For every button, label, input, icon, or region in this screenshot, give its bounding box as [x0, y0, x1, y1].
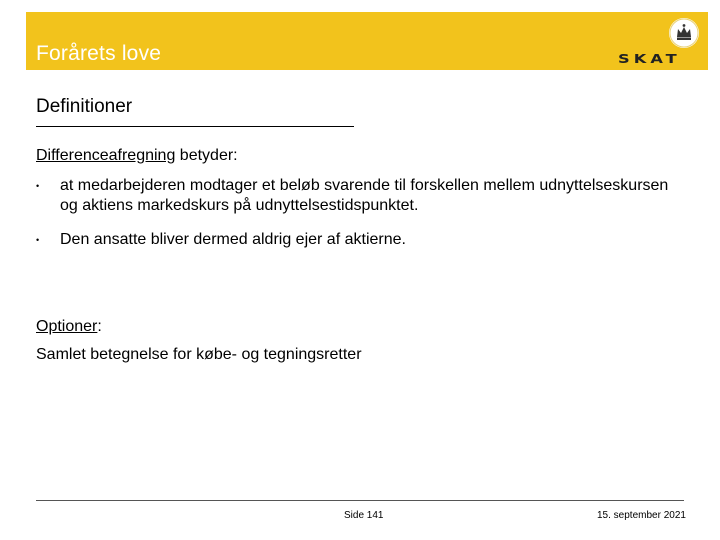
list-item [36, 176, 676, 216]
heading-divider [36, 126, 354, 127]
definition-line [36, 147, 238, 165]
definition-bullet-list [36, 176, 676, 264]
bullet-text: at medarbejderen modtager et beløb svarende til forskellen mellem udnyttelseskursen og aktiens markedskurs på udnyttelsestidspunktet. [60, 177, 669, 214]
footer-divider [36, 500, 684, 501]
bullet-icon: • [36, 181, 40, 191]
skat-logo: SKAT [618, 52, 681, 66]
definition-term: Differenceafregning [36, 147, 176, 164]
definition-connector: betyder: [175, 147, 238, 164]
royal-crown-icon [669, 18, 699, 48]
page-number: Side 141 [344, 510, 384, 521]
options-connector: : [97, 318, 102, 335]
footer-date: 15. september 2021 [597, 510, 686, 521]
header-band [26, 12, 708, 70]
bullet-icon: • [36, 235, 40, 245]
options-description: Samlet betegnelse for købe- og tegningsretter [36, 346, 362, 363]
bullet-text: Den ansatte bliver dermed aldrig ejer af aktierne. [60, 231, 406, 248]
section-heading: Definitioner [36, 96, 133, 117]
options-line [36, 318, 102, 336]
list-item [36, 230, 676, 250]
options-term: Optioner [36, 318, 98, 335]
presentation-title: Forårets love [36, 42, 162, 65]
